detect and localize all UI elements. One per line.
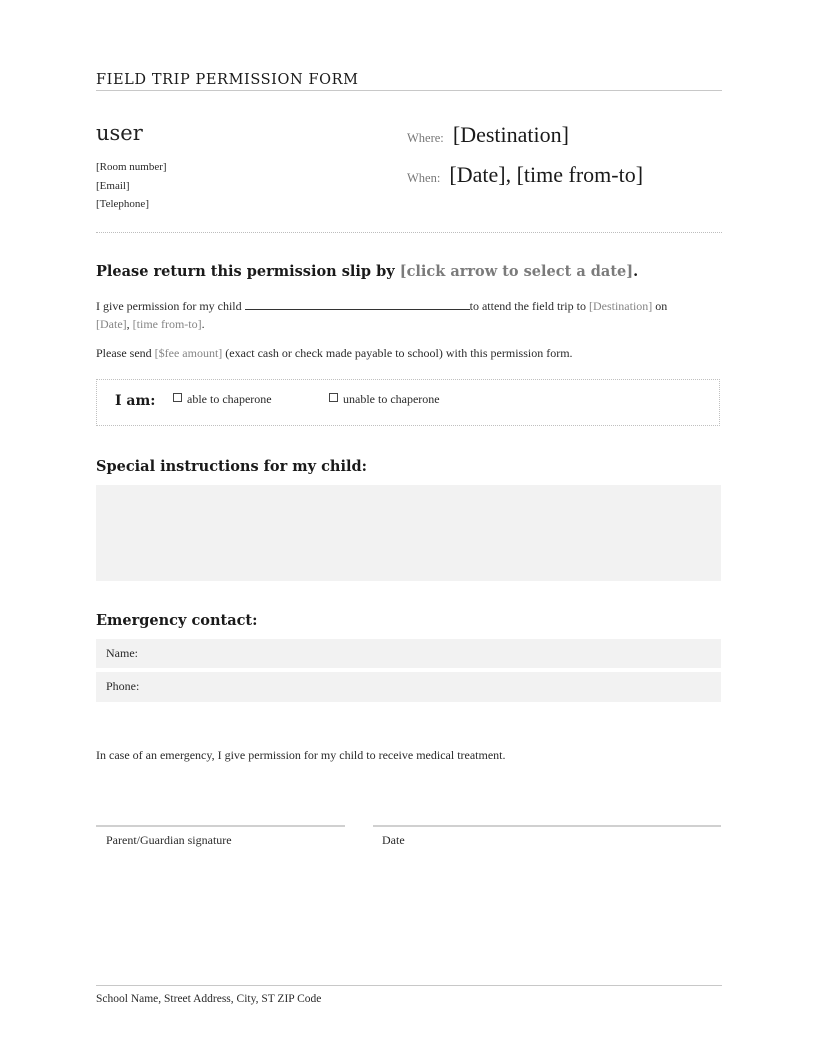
unable-label: unable to chaperone (343, 392, 440, 406)
emergency-name-field[interactable] (96, 639, 721, 668)
emergency-phone-label: Phone: (106, 679, 140, 693)
where-label: Where: (407, 131, 444, 145)
able-label: able to chaperone (187, 392, 272, 406)
sender-name[interactable]: user (96, 121, 143, 145)
emergency-phone-field[interactable] (96, 672, 721, 702)
form-title: FIELD TRIP PERMISSION FORM (96, 72, 359, 88)
instructions-textarea[interactable] (96, 485, 721, 581)
emergency-name-label: Name: (106, 646, 138, 660)
email-field[interactable]: [Email] (96, 180, 130, 192)
return-date-picker[interactable]: [click arrow to select a date] (399, 263, 634, 280)
emergency-heading: Emergency contact: (96, 612, 258, 629)
date-time-field[interactable]: [Date], [time from-to] (449, 162, 644, 187)
date-signature-line[interactable] (373, 825, 721, 827)
child-name-blank[interactable] (245, 298, 470, 310)
able-checkbox[interactable] (173, 393, 182, 402)
permission-text-start: I give permission for my child (96, 299, 242, 313)
school-address[interactable]: School Name, Street Address, City, ST ZIP Code (96, 993, 322, 1005)
unable-to-chaperone-option[interactable] (329, 392, 440, 407)
footer-divider (96, 985, 722, 986)
destination-field[interactable]: [Destination] (452, 122, 569, 147)
fee-amount-field[interactable]: [$fee amount] (154, 346, 223, 360)
when-label: When: (407, 171, 441, 185)
return-slip-text: Please return this permission slip by (96, 263, 395, 280)
i-am-label: I am: (115, 393, 156, 409)
return-slip-line (96, 263, 638, 280)
instructions-heading: Special instructions for my child: (96, 458, 367, 475)
permission-comma: , (126, 317, 130, 331)
telephone-field[interactable]: [Telephone] (96, 198, 149, 210)
unable-checkbox[interactable] (329, 393, 338, 402)
title-divider (96, 90, 722, 91)
fee-text-start: Please send (96, 346, 152, 360)
permission-period: . (201, 317, 205, 331)
permission-paragraph (96, 297, 722, 333)
permission-text-mid: to attend the field trip to (469, 299, 586, 313)
permission-time[interactable]: [time from-to] (132, 317, 202, 331)
parent-signature-label: Parent/Guardian signature (106, 833, 232, 847)
permission-on: on (655, 299, 668, 313)
room-number-field[interactable]: [Room number] (96, 161, 167, 173)
when-row (407, 162, 643, 188)
able-to-chaperone-option[interactable] (173, 392, 272, 407)
where-row (407, 122, 569, 148)
permission-destination[interactable]: [Destination] (588, 299, 653, 313)
parent-signature-line[interactable] (96, 825, 345, 827)
date-signature-label: Date (382, 833, 405, 847)
fee-paragraph (96, 346, 573, 361)
medical-consent-text: In case of an emergency, I give permission for my child to receive medical treatment. (96, 748, 506, 762)
return-slip-period: . (633, 263, 639, 280)
section-divider (96, 232, 722, 233)
fee-text-end: (exact cash or check made payable to school) with this permission form. (225, 346, 573, 360)
permission-date[interactable]: [Date] (96, 317, 127, 331)
